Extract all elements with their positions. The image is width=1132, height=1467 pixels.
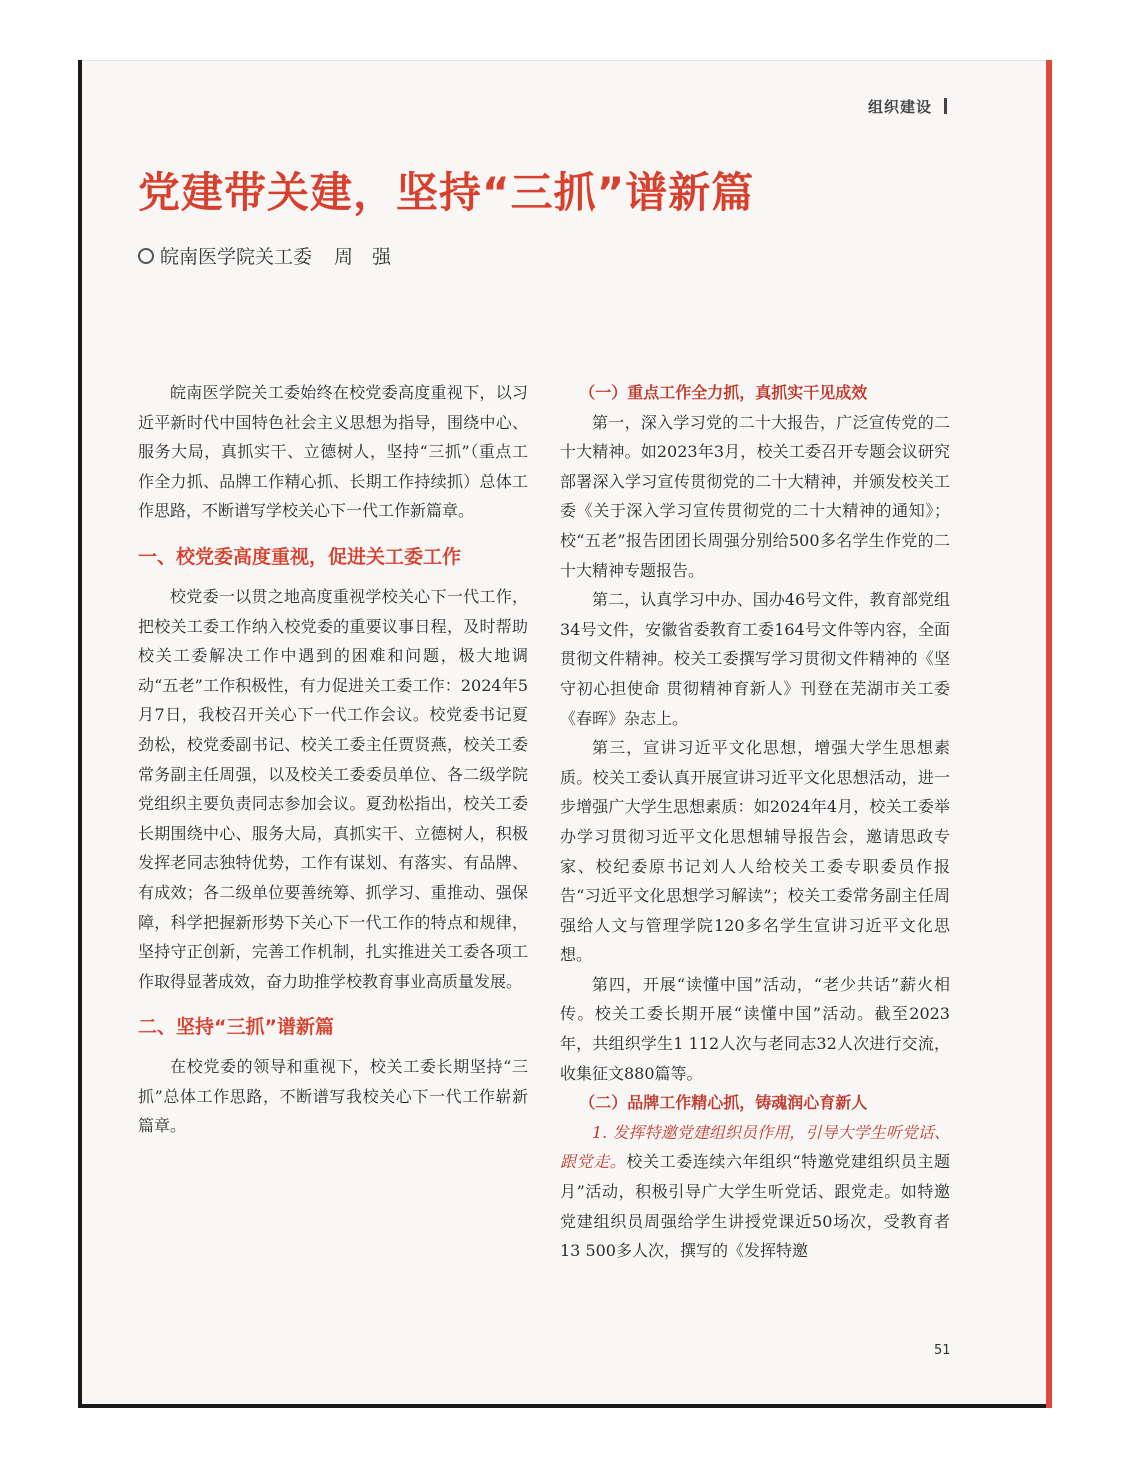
article-title: 党建带关建，坚持“三抓”谱新篇 xyxy=(138,168,755,217)
paragraph-body: 校关工委连续六年组织“特邀党建组织员主题月”活动，积极引导广大学生听党话、跟党走。如特邀党建组织员周强给学生讲授党课近50场次，受教育者13 500多人次，撰写的《发挥特邀 xyxy=(560,1152,950,1261)
scan-border-left xyxy=(78,60,82,1408)
section-bar-icon xyxy=(944,98,947,114)
circle-bullet-icon xyxy=(138,248,154,264)
right-column xyxy=(560,378,950,1266)
paragraph: 第一，深入学习党的二十大报告，广泛宣传党的二十大精神。如2023年3月，校关工委召开专题会议研究部署深入学习宣传贯彻党的二十大精神，并颁发校关工委《关于深入学习宣传贯彻党的二十大精神的通知》；校“五老”报告团团长周强分别给500多名学生作党的二十大精神专题报告。 xyxy=(560,412,950,580)
paragraph: 第二，认真学习中办、国办46号文件，教育部党组34号文件，安徽省委教育工委164号文件等内容，全面贯彻文件精神。校关工委撰写学习贯彻文件精神的《坚守初心担使命 贯彻精神育新人》刊登在芜湖市关工委《春晖》杂志上。 xyxy=(560,590,950,728)
paragraph xyxy=(560,1118,950,1266)
author-org: 皖南医学院关工委 xyxy=(160,246,313,268)
page-number: 51 xyxy=(934,1343,951,1358)
paragraph: 在校党委的领导和重视下，校关工委长期坚持“三抓”总体工作思路，不断谱写我校关心下一代工作崭新篇章。 xyxy=(138,1057,528,1136)
subheading-one: （一）重点工作全力抓，真抓实干见成效 xyxy=(579,383,868,402)
page-edge-red-stripe xyxy=(1046,60,1052,1408)
heading-one: 一、校党委高度重视，促进关工委工作 xyxy=(138,545,462,568)
paragraph: 第三，宣讲习近平文化思想，增强大学生思想素质。校关工委认真开展宣讲习近平文化思想活动，进一步增强广大学生思想素质：如2024年4月，校关工委举办学习贯彻习近平文化思想辅导报告会，邀请思政专家、校纪委原书记刘人人给校关工委专职委员作报告“习近平文化思想学习解读”；校关工委常务副主任周强给人文与管理学院120多名学生宣讲习近平文化思想。 xyxy=(560,738,950,965)
section-label: 组织建设 xyxy=(868,98,933,116)
paragraph: 第四，开展“读懂中国”活动，“老少共话”薪火相传。校关工委长期开展“读懂中国”活动。截至2023年，共组织学生1 112人次与老同志32人次进行交流，收集征文880篇等。 xyxy=(560,974,950,1083)
subheading-two: （二）品牌工作精心抓，铸魂润心育新人 xyxy=(579,1093,868,1113)
paragraph-lead: 1. 发挥特邀党建组织员作用，引导大学生听党话、跟党走。 xyxy=(560,1122,950,1172)
scan-border-bottom xyxy=(80,1404,1052,1408)
intro-paragraph: 皖南医学院关工委始终在校党委高度重视下，以习近平新时代中国特色社会主义思想为指导，围绕中心、服务大局，真抓实干、立德树人，坚持“三抓”（重点工作全力抓、品牌工作精心抓、长期工作持续抓）总体工作思路，不断谱写学校关心下一代工作新篇章。 xyxy=(138,383,528,521)
heading-two: 二、坚持“三抓”谱新篇 xyxy=(138,1016,334,1039)
author-name: 周 强 xyxy=(334,246,392,268)
left-column xyxy=(138,378,528,1141)
paragraph: 校党委一以贯之地高度重视学校关心下一代工作，把校关工委工作纳入校党委的重要议事日程，及时帮助校关工委解决工作中遇到的困难和问题，极大地调动“五老”工作积极性，有力促进关工委工作：2024年5月7日，我校召开关心下一代工作会议。校党委书记夏劲松，校党委副书记、校关工委主任贾贤燕，校关工委常务副主任周强，以及校关工委委员单位、各二级学院党组织主要负责同志参加会议。夏劲松指出，校关工委长期围绕中心、服务大局，真抓实干、立德树人，积极发挥老同志独特优势，工作有谋划、有落实、有品牌、有成效；各二级单位要善统筹、抓学习、重推动、强保障，科学把握新形势下关心下一代工作的特点和规律，坚持守正创新，完善工作机制，扎实推进关工委各项工作取得显著成效，奋力助推学校教育事业高质量发展。 xyxy=(138,586,528,991)
byline xyxy=(138,242,391,269)
